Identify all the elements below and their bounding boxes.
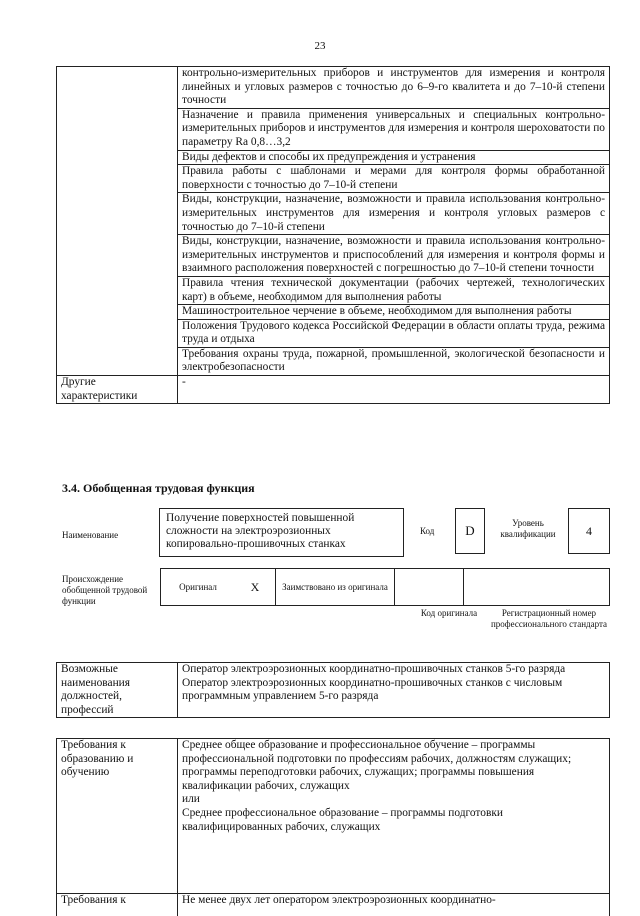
table-row bbox=[57, 739, 610, 894]
other-characteristics-value: - bbox=[178, 376, 610, 404]
table-label-cell bbox=[57, 67, 178, 376]
table-row bbox=[57, 893, 610, 916]
positions-table bbox=[56, 662, 610, 718]
level-value-box: 4 bbox=[568, 508, 610, 554]
positions-label: Возможные наименования должностей, профессий bbox=[57, 663, 178, 718]
table-cell: Правила работы с шаблонами и мерами для контроля формы обработанной поверхности с точностью до 7–10-й степени bbox=[178, 165, 610, 193]
reg-number-caption: Регистрационный номер профессионального стандарта bbox=[490, 608, 608, 629]
position-item: Оператор электроэрозионных координатно-прошивочных станков с числовым программным управлением 5-го разряда bbox=[182, 676, 563, 703]
table-cell: Назначение и правила применения универсальных и специальных контрольно-измерительных приборов и инструментов для измерения и контроля шероховатости по параметру Ra 0,8…3,2 bbox=[178, 108, 610, 150]
original-label: Оригинал bbox=[161, 569, 236, 606]
table-row-other bbox=[57, 376, 610, 404]
table-cell: Правила чтения технической документации (рабочих чертежей, технологических карт) в объеме, необходимом для выполнения работы bbox=[178, 276, 610, 304]
position-item: Оператор электроэрозионных координатно-прошивочных станков 5-го разряда bbox=[182, 663, 566, 675]
code-label: Код bbox=[420, 526, 435, 536]
table-cell: Виды, конструкции, назначение, возможности и правила использования контрольно-измерительных инструментов для измерения и контроля угловых размеров с точностью до 7–10-й степени bbox=[178, 193, 610, 235]
table-row bbox=[161, 569, 610, 606]
positions-values bbox=[178, 663, 610, 718]
code-original-cell bbox=[395, 569, 464, 606]
table-cell: Машиностроительное черчение в объеме, необходимом для выполнения работы bbox=[178, 305, 610, 320]
code-original-caption: Код оригинала bbox=[420, 608, 478, 618]
table-cell: контрольно-измерительных приборов и инструментов для измерения и контроля линейных и угловых размеров с точностью до 6–9-го квалитета и до 7–10-й степени точности bbox=[178, 67, 610, 109]
table-cell: Виды дефектов и способы их предупреждения и устранения bbox=[178, 150, 610, 165]
experience-label: Требования к bbox=[57, 893, 178, 916]
level-label: Уровень квалификации bbox=[500, 518, 556, 539]
reg-number-cell bbox=[464, 569, 610, 606]
education-line: или bbox=[182, 793, 200, 806]
education-line: Среднее профессиональное образование – программы подготовки квалифицированных рабочих, служащих bbox=[182, 806, 503, 833]
function-name-box: Получение поверхностей повышенной сложности на электроэрозионных копировально-прошивочных станках bbox=[159, 508, 404, 557]
education-table bbox=[56, 738, 610, 916]
education-label: Требования к образованию и обучению bbox=[57, 739, 178, 894]
experience-value: Не менее двух лет оператором электроэрозионных координатно- bbox=[178, 893, 610, 916]
section-title: 3.4. Обобщенная трудовая функция bbox=[62, 481, 255, 495]
borrowed-label: Заимствовано из оригинала bbox=[276, 569, 395, 606]
page-number: 23 bbox=[314, 40, 326, 52]
origin-label: Происхождение обобщенной трудовой функции bbox=[62, 574, 148, 606]
other-characteristics-label: Другие характеристики bbox=[57, 376, 178, 404]
education-line: Среднее общее образование и профессиональное обучение – программы профессиональной подготовки по профессиям рабочих, должностям служащих; программы переподготовки рабочих, служащих; программы повышения квалификации рабочих, служащих bbox=[182, 739, 572, 792]
table-row bbox=[57, 67, 610, 109]
table-row bbox=[57, 663, 610, 718]
name-label: Наименование bbox=[62, 530, 119, 540]
table-cell: Виды, конструкции, назначение, возможности и правила использования контрольно-измерительных инструментов и приспособлений для измерения и контроля формы и взаимного расположения поверхностей с погрешностью до 7–10-й степени точности bbox=[178, 235, 610, 277]
original-mark: X bbox=[235, 569, 276, 606]
table-cell: Требования охраны труда, пожарной, промышленной, экологической безопасности и электробезопасности bbox=[178, 347, 610, 375]
origin-table bbox=[160, 568, 610, 606]
table-cell: Положения Трудового кодекса Российской Федерации в области оплаты труда, режима труда и отдыха bbox=[178, 319, 610, 347]
knowledge-table bbox=[56, 66, 610, 404]
code-value-box: D bbox=[455, 508, 485, 554]
education-values bbox=[178, 739, 610, 894]
